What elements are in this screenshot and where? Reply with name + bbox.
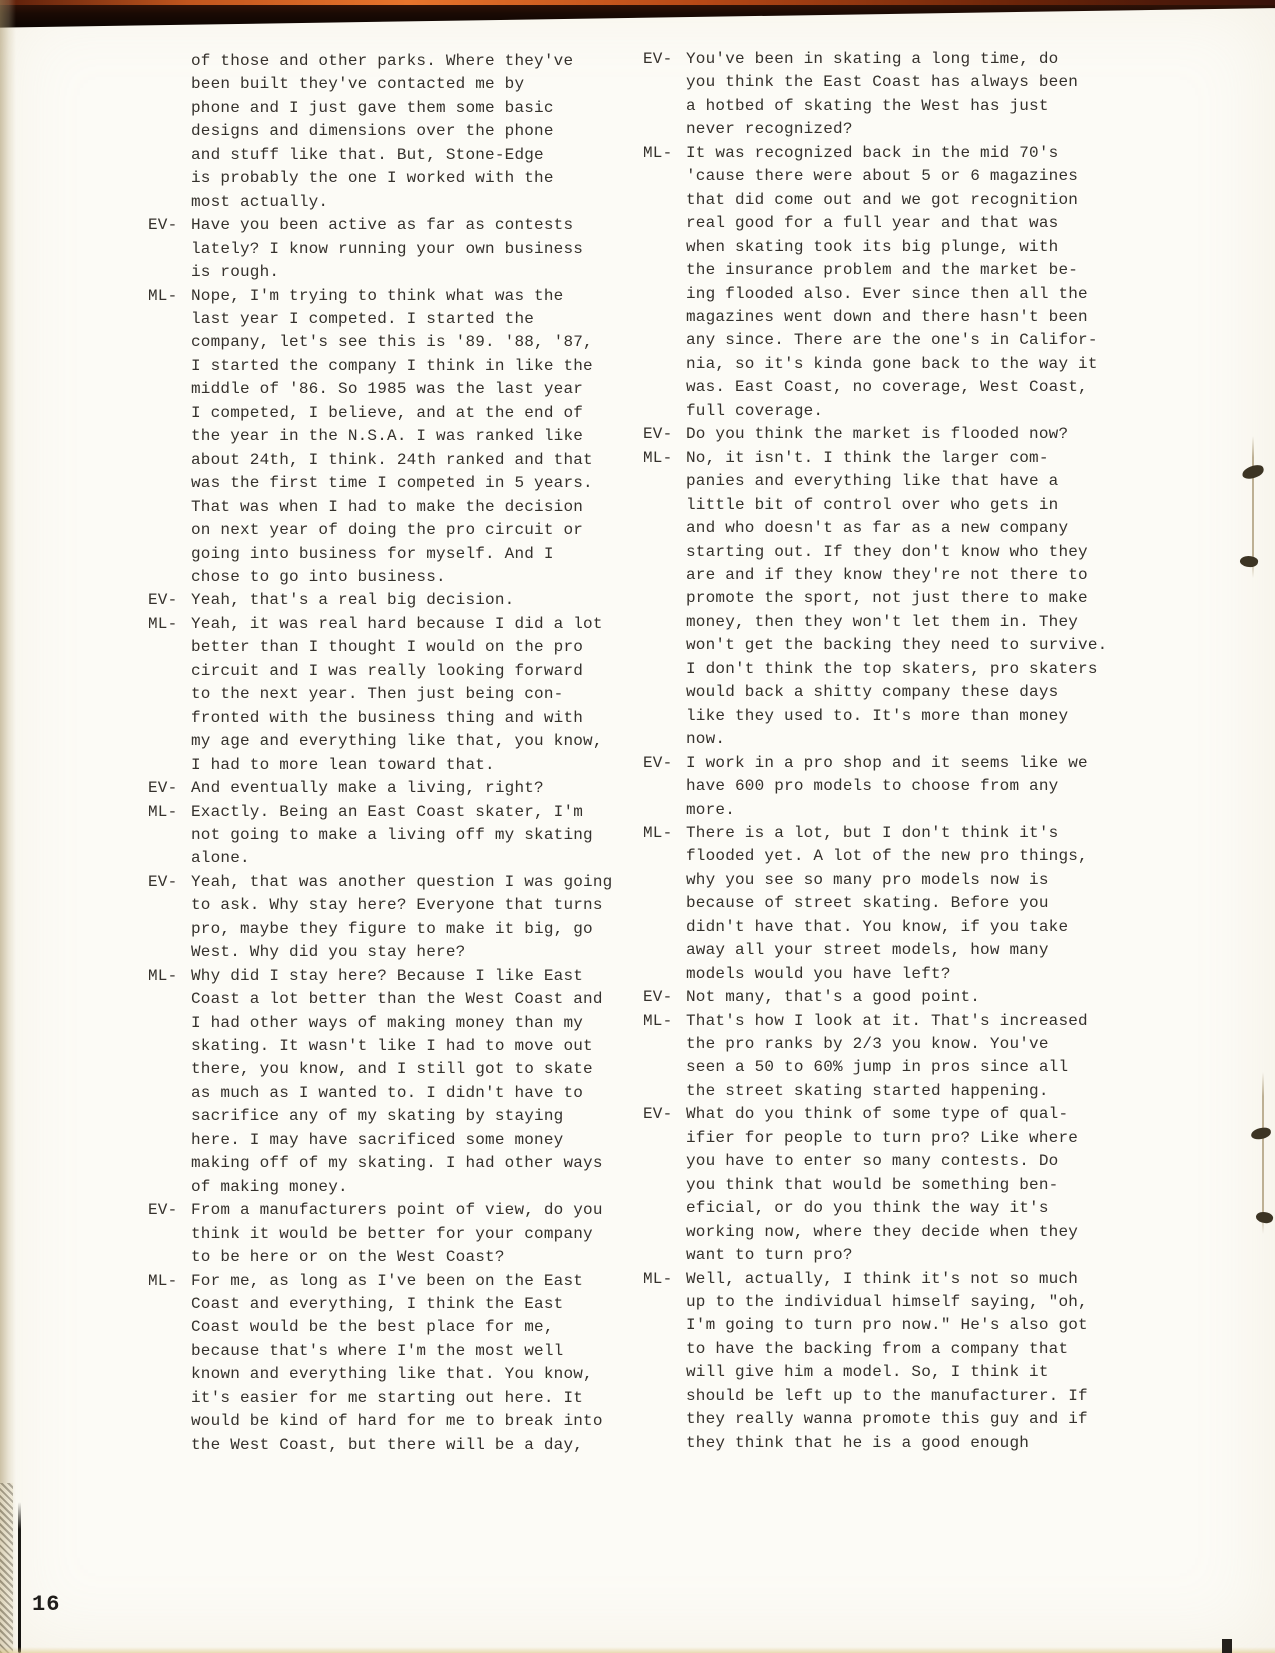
interview-entry [643, 1103, 1133, 1267]
entry-lines [191, 871, 638, 965]
text-line: I had other ways of making money than my [191, 1013, 584, 1032]
text-line: the pro ranks by 2/3 you know. You've [686, 1035, 1049, 1054]
speaker-label: EV- [148, 779, 178, 798]
entry-lines [191, 777, 638, 800]
scan-top-binding-bar [0, 0, 1275, 30]
entry-lines [686, 986, 1133, 1009]
text-line: more. [686, 800, 736, 819]
text-line: Yeah, that was another question I was going [191, 872, 613, 891]
binding-texture [0, 1483, 13, 1653]
text-line: because of street skating. Before you [686, 894, 1049, 913]
text-line: Yeah, it was real hard because I did a lot [191, 614, 603, 633]
text-line: going into business for myself. And I [191, 544, 554, 563]
entry-lines [191, 1199, 638, 1269]
entry-lines [686, 142, 1133, 423]
speaker-label: ML- [643, 823, 673, 842]
text-line: sacrifice any of my skating by staying [191, 1107, 564, 1126]
text-line: What do you think of some type of qual- [686, 1105, 1069, 1124]
text-line: working now, where they decide when they [686, 1222, 1079, 1241]
text-line: better than I thought I would on the pro [191, 638, 584, 657]
text-line: when skating took its big plunge, with [686, 237, 1059, 256]
interview-entry [148, 214, 638, 284]
text-line: promote the sport, not just there to make [686, 589, 1088, 608]
page-number: 16 [32, 1592, 61, 1617]
text-line: models would you have left? [686, 964, 951, 983]
text-line: because that's where I'm the most well [191, 1341, 564, 1360]
interview-entry [148, 50, 638, 214]
interview-entry [148, 1270, 638, 1458]
speaker-label: ML- [643, 448, 673, 467]
text-line: the West Coast, but there will be a day, [191, 1435, 584, 1454]
text-line: skating. It wasn't like I had to move out [191, 1037, 593, 1056]
text-line: that did come out and we got recognition [686, 190, 1079, 209]
text-line: And eventually make a living, right? [191, 779, 544, 798]
text-line: the street skating started happening. [686, 1081, 1049, 1100]
scan-left-edge [0, 0, 16, 1653]
text-line: phone and I just gave them some basic [191, 98, 554, 117]
scan-top-glow [0, 0, 1275, 5]
text-line: starting out. If they don't know who they [686, 542, 1088, 561]
text-line: the year in the N.S.A. I was ranked like [191, 427, 584, 446]
text-line: Why did I stay here? Because I like East [191, 966, 584, 985]
text-line: Exactly. Being an East Coast skater, I'm [191, 802, 584, 821]
interview-column-left [148, 50, 638, 1457]
speaker-label: ML- [643, 1011, 673, 1030]
speaker-label: ML- [148, 802, 178, 821]
text-line: Coast a lot better than the West Coast and [191, 990, 603, 1009]
speaker-label: EV- [148, 872, 178, 891]
text-line: here. I may have sacrificed some money [191, 1130, 564, 1149]
interview-entry [643, 986, 1133, 1009]
text-line: they really wanna promote this guy and if [686, 1410, 1088, 1429]
text-line: ifier for people to turn pro? Like where [686, 1128, 1079, 1147]
speaker-label: ML- [148, 1271, 178, 1290]
text-line: There is a lot, but I don't think it's [686, 823, 1059, 842]
text-line: my age and everything like that, you know, [191, 732, 603, 751]
text-line: lately? I know running your own business [191, 239, 584, 258]
text-line: should be left up to the manufacturer. If [686, 1386, 1088, 1405]
text-line: panies and everything like that have a [686, 472, 1059, 491]
speaker-label: ML- [643, 143, 673, 162]
speaker-label: EV- [643, 50, 673, 68]
text-line: as much as I wanted to. I didn't have to [191, 1083, 584, 1102]
text-line: now. [686, 730, 726, 749]
text-line: on next year of doing the pro circuit or [191, 521, 584, 540]
interview-entry [148, 801, 638, 871]
text-line: and stuff like that. But, Stone-Edge [191, 145, 544, 164]
text-line: eficial, or do you think the way it's [686, 1199, 1049, 1218]
speaker-label: ML- [148, 286, 178, 305]
text-line: I work in a pro shop and it seems like we [686, 753, 1088, 772]
text-line: real good for a full year and that was [686, 214, 1059, 233]
text-line: middle of '86. So 1985 was the last year [191, 380, 584, 399]
text-line: For me, as long as I've been on the East [191, 1271, 584, 1290]
text-line: That was when I had to make the decision [191, 497, 584, 516]
interview-entry [148, 965, 638, 1200]
text-line: known and everything like that. You know, [191, 1365, 593, 1384]
text-line: nia, so it's kinda gone back to the way it [686, 354, 1098, 373]
interview-entry [643, 822, 1133, 986]
entry-lines [191, 965, 638, 1200]
speaker-label: EV- [148, 216, 178, 235]
speaker-label [148, 50, 191, 214]
interview-entry [643, 752, 1133, 822]
interview-column-right [643, 48, 1133, 1455]
text-line: alone. [191, 849, 250, 868]
text-line: pro, maybe they figure to make it big, go [191, 919, 593, 938]
entry-lines [686, 752, 1133, 822]
text-line: Coast would be the best place for me, [191, 1318, 554, 1337]
entry-lines [191, 613, 638, 777]
text-line: are and if they know they're not there to [686, 565, 1088, 584]
speaker-label: EV- [148, 591, 178, 610]
text-line: last year I competed. I started the [191, 309, 535, 328]
interview-entry [643, 142, 1133, 423]
text-line: fronted with the business thing and with [191, 708, 584, 727]
speaker-label: ML- [148, 966, 178, 985]
text-line: up to the individual himself saying, "oh, [686, 1293, 1088, 1312]
entry-lines [191, 285, 638, 590]
text-line: little bit of control over who gets in [686, 495, 1059, 514]
text-line: it's easier for me starting out here. It [191, 1388, 584, 1407]
text-line: won't get the backing they need to survive. [686, 636, 1108, 655]
text-line: I competed, I believe, and at the end of [191, 403, 584, 422]
text-line: You've been in skating a long time, do [686, 50, 1059, 68]
text-line: was the first time I competed in 5 years. [191, 474, 593, 493]
text-line: never recognized? [686, 120, 853, 139]
text-line: circuit and I was really looking forward [191, 661, 584, 680]
text-line: designs and dimensions over the phone [191, 122, 554, 141]
text-line: would be kind of hard for me to break into [191, 1412, 603, 1431]
text-line: want to turn pro? [686, 1246, 853, 1265]
text-line: seen a 50 to 60% jump in pros since all [686, 1058, 1069, 1077]
text-line: I started the company I think in like the [191, 356, 593, 375]
interview-entry [643, 423, 1133, 446]
text-line: It was recognized back in the mid 70's [686, 143, 1059, 162]
text-line: Yeah, that's a real big decision. [191, 591, 515, 610]
text-line: money, then they won't let them in. They [686, 612, 1079, 631]
text-line: From a manufacturers point of view, do you [191, 1201, 603, 1220]
speaker-label: EV- [643, 425, 673, 444]
text-line: of those and other parks. Where they've [191, 52, 574, 70]
text-line: I'm going to turn pro now." He's also got [686, 1316, 1088, 1335]
text-line: was. East Coast, no coverage, West Coast, [686, 378, 1088, 397]
text-line: company, let's see this is '89. '88, '87, [191, 333, 593, 352]
interview-entry [643, 447, 1133, 752]
text-line: West. Why did you stay here? [191, 943, 466, 962]
speaker-label: EV- [148, 1201, 178, 1220]
text-line: to have the backing from a company that [686, 1339, 1069, 1358]
interview-entry [148, 871, 638, 965]
text-line: the insurance problem and the market be- [686, 261, 1079, 280]
binding-thread-mark [1262, 1072, 1264, 1234]
text-line: Have you been active as far as contests [191, 216, 574, 235]
speaker-label: EV- [643, 988, 673, 1007]
entry-lines [191, 801, 638, 871]
text-line: you have to enter so many contests. Do [686, 1152, 1059, 1171]
entry-lines [686, 1103, 1133, 1267]
text-line: flooded yet. A lot of the new pro things, [686, 847, 1088, 866]
scan-bottom-edge [0, 1647, 1275, 1653]
text-line: full coverage. [686, 401, 824, 420]
text-line: have 600 pro models to choose from any [686, 777, 1059, 796]
speaker-label: ML- [643, 1269, 673, 1288]
scan-bottom-right-mark [1222, 1639, 1232, 1653]
text-line: a hotbed of skating the West has just [686, 96, 1049, 115]
text-line: away all your street models, how many [686, 941, 1049, 960]
text-line: I don't think the top skaters, pro skaters [686, 659, 1098, 678]
text-line: like they used to. It's more than money [686, 706, 1069, 725]
text-line: and who doesn't as far as a new company [686, 519, 1069, 538]
text-line: about 24th, I think. 24th ranked and that [191, 450, 593, 469]
thread-knot [1241, 464, 1265, 481]
entry-lines [686, 822, 1133, 986]
text-line: not going to make a living off my skating [191, 825, 593, 844]
interview-entry [643, 48, 1133, 142]
interview-entry [148, 589, 638, 612]
text-line: magazines went down and there hasn't been [686, 307, 1088, 326]
text-line: That's how I look at it. That's increased [686, 1011, 1088, 1030]
text-line: making off of my skating. I had other ways [191, 1154, 603, 1173]
text-line: they think that he is a good enough [686, 1433, 1030, 1452]
text-line: why you see so many pro models now is [686, 870, 1049, 889]
entry-lines [686, 447, 1133, 752]
text-line: you think that would be something ben- [686, 1175, 1059, 1194]
text-line: Not many, that's a good point. [686, 988, 981, 1007]
text-line: most actually. [191, 192, 329, 211]
thread-knot [1239, 555, 1259, 569]
interview-entry [148, 1199, 638, 1269]
text-line: of making money. [191, 1177, 348, 1196]
text-line: there, you know, and I still got to skate [191, 1060, 593, 1079]
speaker-label: ML- [148, 614, 178, 633]
text-line: think it would be better for your company [191, 1224, 593, 1243]
interview-entry [643, 1268, 1133, 1456]
text-line: to be here or on the West Coast? [191, 1248, 505, 1267]
text-line: ing flooded also. Ever since then all the [686, 284, 1088, 303]
speaker-label: EV- [643, 753, 673, 772]
text-line: will give him a model. So, I think it [686, 1363, 1049, 1382]
text-line: chose to go into business. [191, 567, 446, 586]
text-line: been built they've contacted me by [191, 75, 525, 94]
entry-lines [191, 50, 638, 214]
text-line: any since. There are the one's in Califor- [686, 331, 1098, 350]
text-line: No, it isn't. I think the larger com- [686, 448, 1049, 467]
speaker-label: EV- [643, 1105, 673, 1124]
entry-lines [686, 1010, 1133, 1104]
entry-lines [191, 589, 638, 612]
text-line: you think the East Coast has always been [686, 73, 1079, 92]
text-line: 'cause there were about 5 or 6 magazines [686, 167, 1079, 186]
interview-entry [643, 1010, 1133, 1104]
interview-entry [148, 285, 638, 590]
entry-lines [191, 214, 638, 284]
text-line: Do you think the market is flooded now? [686, 425, 1069, 444]
entry-lines [686, 48, 1133, 142]
text-line: I had to more lean toward that. [191, 755, 495, 774]
entry-lines [191, 1270, 638, 1458]
text-line: Coast and everything, I think the East [191, 1295, 564, 1314]
text-line: Well, actually, I think it's not so much [686, 1269, 1079, 1288]
text-line: to the next year. Then just being con- [191, 685, 564, 704]
interview-entry [148, 777, 638, 800]
text-line: Nope, I'm trying to think what was the [191, 286, 564, 305]
entry-lines [686, 1268, 1133, 1456]
text-line: is probably the one I worked with the [191, 169, 554, 188]
text-line: would back a shitty company these days [686, 683, 1059, 702]
thread-knot [1255, 1210, 1274, 1225]
interview-entry [148, 613, 638, 777]
text-line: is rough. [191, 263, 280, 282]
thread-knot [1250, 1127, 1271, 1141]
entry-lines [686, 423, 1133, 446]
text-line: to ask. Why stay here? Everyone that turns [191, 896, 603, 915]
text-line: didn't have that. You know, if you take [686, 917, 1069, 936]
page-spine-line [18, 1502, 21, 1653]
